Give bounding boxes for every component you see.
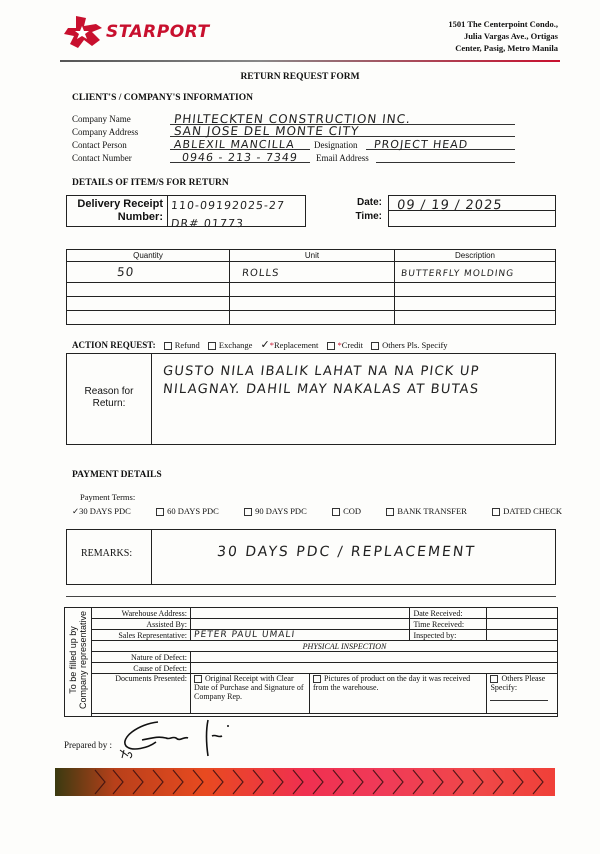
delivery-receipt-label — [67, 198, 163, 224]
company-address-value: SAN JOSE DEL MONTE CITY — [173, 124, 360, 138]
table-row — [67, 283, 556, 297]
unit-cell[interactable] — [230, 297, 395, 311]
sales-rep-value: PETER PAUL UMALI — [193, 630, 296, 640]
checkbox-icon — [208, 342, 216, 350]
items-table — [66, 249, 556, 325]
checkbox-icon — [371, 342, 379, 350]
remarks-label: REMARKS: — [81, 548, 133, 559]
cause-of-defect-field[interactable] — [191, 663, 558, 674]
description-cell[interactable] — [395, 297, 556, 311]
remarks-divider — [151, 530, 152, 584]
chevron-pattern-icon — [55, 768, 555, 796]
logo — [62, 14, 210, 50]
rep-table — [91, 607, 558, 714]
payment-option-bank-transfer[interactable]: BANK TRANSFER — [386, 506, 467, 517]
time-received-field[interactable] — [487, 619, 558, 630]
reason-field[interactable] — [163, 362, 551, 398]
date-value: 09 / 19 / 2025 — [396, 198, 504, 213]
reason-line-1: GUSTO NILA IBALIK LAHAT NA NA PICK UP — [162, 364, 481, 379]
reason-divider — [151, 354, 152, 444]
address-line: Julia Vargas Ave., Ortigas — [463, 31, 558, 41]
action-option-replacement[interactable]: ✓*Replacement — [260, 339, 319, 351]
quantity-cell[interactable]: 50 — [67, 262, 230, 283]
unit-cell[interactable] — [230, 283, 395, 297]
company-address — [398, 18, 558, 54]
starport-logo-icon — [62, 14, 106, 50]
doc-option-receipt[interactable]: Original Receipt with Clear Date of Purchase and Signature of Company Rep. — [191, 674, 310, 714]
brand-name: STARPORT — [106, 22, 210, 42]
signature — [118, 716, 248, 760]
date-month: 09 — [396, 198, 417, 213]
items-section-title: DETAILS OF ITEM/S FOR RETURN — [72, 178, 229, 188]
section-divider — [66, 596, 556, 597]
date-year: 2025 — [464, 198, 504, 213]
dr-label-line-1: Delivery Receipt — [77, 198, 163, 210]
prepared-by-label: Prepared by : — [64, 740, 112, 750]
items-table-header — [67, 250, 556, 262]
payment-option-90-days[interactable]: 90 DAYS PDC — [244, 506, 307, 517]
date-label: Date: — [356, 197, 382, 208]
client-section-title: CLIENT'S / COMPANY'S INFORMATION — [72, 93, 253, 103]
checkbox-icon — [164, 342, 172, 350]
company-name-label: Company Name — [72, 114, 131, 124]
designation-label: Designation — [314, 140, 358, 150]
address-line: Center, Pasig, Metro Manila — [455, 43, 558, 53]
footer-chevron-band — [55, 768, 555, 796]
dr-label-line-2: Number: — [117, 211, 163, 223]
column-header-unit: Unit — [230, 250, 395, 262]
contact-person-value: ABLEXIL MANCILLA — [173, 138, 296, 151]
reason-box — [66, 353, 556, 445]
unit-cell[interactable] — [230, 311, 395, 325]
checkmark-icon: ✓ — [72, 506, 80, 516]
checkbox-icon — [244, 508, 252, 516]
action-request-row — [72, 338, 458, 351]
warehouse-address-field[interactable] — [191, 608, 410, 619]
side-label-line-2: Company representative — [78, 610, 88, 710]
nature-of-defect-field[interactable] — [191, 652, 558, 663]
column-header-description: Description — [395, 250, 556, 262]
inspected-by-field[interactable] — [487, 630, 558, 641]
contact-number-value: 0946 - 213 - 7349 — [181, 151, 299, 164]
required-star-icon: * — [269, 340, 274, 350]
date-time-labels — [350, 196, 382, 224]
documents-presented-label: Documents Presented: — [92, 674, 191, 714]
company-name-value: PHILTECKTEN CONSTRUCTION INC. — [173, 112, 412, 126]
checkbox-icon — [490, 675, 498, 683]
dr-value-line-2: DR# 01773 — [170, 217, 245, 230]
checkbox-icon — [156, 508, 164, 516]
action-request-label: ACTION REQUEST: — [72, 340, 156, 350]
reason-label: Reason for Return: — [84, 386, 134, 409]
date-day: 19 — [430, 198, 451, 213]
payment-options-row — [72, 506, 562, 517]
signature-icon — [118, 716, 248, 760]
cause-of-defect-label: Cause of Defect: — [92, 663, 191, 674]
remarks-box — [66, 529, 556, 585]
table-row — [67, 262, 556, 283]
company-rep-section — [64, 607, 558, 717]
nature-of-defect-label: Nature of Defect: — [92, 652, 191, 663]
time-label: Time: — [355, 211, 382, 222]
email-label: Email Address — [316, 153, 369, 163]
assisted-by-label: Assisted By: — [92, 619, 191, 630]
checkbox-icon — [332, 508, 340, 516]
inspected-by-label: Inspected by: — [410, 630, 487, 641]
column-header-quantity: Quantity — [67, 250, 230, 262]
remarks-value[interactable]: 30 DAYS PDC / REPLACEMENT — [216, 544, 477, 560]
action-option-exchange[interactable]: Exchange — [208, 340, 253, 350]
others-specify-line — [490, 700, 547, 701]
physical-inspection-header: PHYSICAL INSPECTION — [92, 641, 558, 652]
checkmark-icon: ✓ — [260, 339, 270, 351]
checkbox-icon — [194, 675, 202, 683]
rep-side-label — [65, 608, 92, 716]
dr-divider — [167, 196, 168, 226]
date-received-label: Date Received: — [410, 608, 487, 619]
contact-person-label: Contact Person — [72, 140, 127, 150]
unit-cell[interactable]: ROLLS — [230, 262, 395, 283]
payment-option-30-days[interactable]: ✓30 DAYS PDC — [72, 506, 131, 516]
side-label-line-1: To be filled up by — [68, 626, 78, 694]
action-option-refund[interactable]: Refund — [164, 340, 200, 350]
header-divider — [60, 60, 560, 62]
designation-value: PROJECT HEAD — [373, 138, 469, 151]
time-received-label: Time Received: — [410, 619, 487, 630]
contact-number-field[interactable] — [170, 148, 310, 163]
assisted-by-field[interactable] — [191, 619, 410, 630]
payment-option-cod[interactable]: COD — [332, 506, 361, 517]
sales-rep-field[interactable] — [191, 630, 410, 641]
address-line: 1501 The Centerpoint Condo., — [448, 19, 558, 29]
payment-option-dated-check[interactable]: DATED CHECK — [492, 506, 562, 517]
action-option-others[interactable]: Others Pls. Specify — [371, 340, 447, 350]
form-title: RETURN REQUEST FORM — [240, 72, 360, 82]
table-row — [67, 311, 556, 325]
dr-value-line-1: 110-09192025-27 — [170, 199, 286, 212]
payment-section-title: PAYMENT DETAILS — [72, 470, 162, 480]
description-cell[interactable]: BUTTERFLY MOLDING — [395, 262, 556, 283]
checkbox-icon — [327, 342, 335, 350]
reason-line-2: NILAGNAY. DAHIL MAY NAKALAS AT BUTAS — [162, 382, 480, 397]
checkbox-icon — [386, 508, 394, 516]
date-time-box[interactable] — [388, 195, 556, 227]
doc-option-others[interactable]: Others Please Specify: — [487, 674, 558, 714]
description-cell[interactable] — [395, 311, 556, 325]
quantity-cell[interactable] — [67, 297, 230, 311]
company-address-label: Company Address — [72, 127, 139, 137]
checkbox-icon — [492, 508, 500, 516]
contact-number-label: Contact Number — [72, 153, 132, 163]
checkbox-icon — [313, 675, 321, 683]
description-cell[interactable] — [395, 283, 556, 297]
dr-value-field[interactable] — [171, 196, 301, 232]
delivery-receipt-box — [66, 195, 306, 230]
table-row — [67, 297, 556, 311]
date-received-field[interactable] — [487, 608, 558, 619]
payment-option-60-days[interactable]: 60 DAYS PDC — [156, 506, 219, 517]
quantity-cell[interactable] — [67, 283, 230, 297]
sales-rep-label: Sales Representative: — [92, 630, 191, 641]
warehouse-address-label: Warehouse Address: — [92, 608, 191, 619]
action-option-credit[interactable]: *Credit — [327, 340, 364, 350]
doc-option-pictures[interactable]: Pictures of product on the day it was received from the warehouse. — [310, 674, 487, 714]
payment-terms-label: Payment Terms: — [80, 492, 136, 502]
quantity-cell[interactable] — [67, 311, 230, 325]
required-star-icon: * — [337, 340, 342, 350]
email-field[interactable] — [376, 148, 515, 163]
